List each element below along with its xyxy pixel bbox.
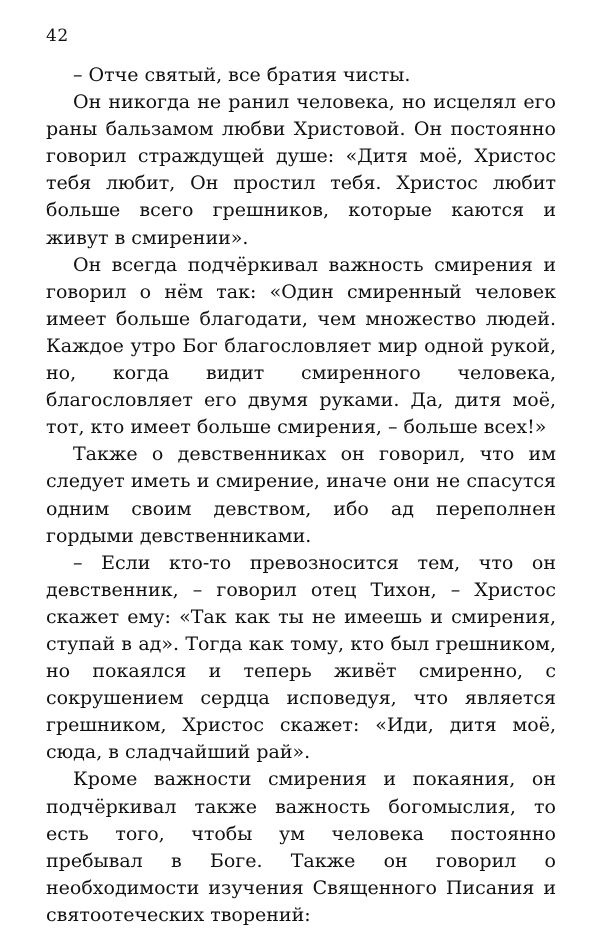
body-text (46, 62, 556, 929)
paragraph: Он никогда не ранил человека, но исцелял его раны бальзамом любви Христовой. Он постоянно говорил страждущей душе: «Дитя моё, Христос тебя любит, Он простил тебя. Христос любит больше всего грешников, которые каются и живут в смирении». (46, 91, 556, 249)
paragraph: – Если кто-то превозносится тем, что он девственник, – говорил отец Тихон, – Христос скажет ему: «Так как ты не имеешь и смирения, ступай в ад». Тогда как тому, кто был грешником, но покаялся и теперь живёт смиренно, с сокрушением сердца исповедуя, что является грешником, Христос скажет: «Иди, дитя моё, сюда, в сладчайший рай». (46, 551, 556, 764)
paragraph: – Отче святый, все братия чисты. (73, 64, 411, 86)
paragraph: Также о девственниках он говорил, что им следует иметь и смирение, иначе они не спасутся одним своим девством, ибо ад переполнен гордыми девственниками. (46, 443, 556, 547)
page-number: 42 (46, 26, 69, 46)
paragraph: Он всегда подчёркивал важность смирения и говорил о нём так: «Один смиренный человек имеет больше благодати, чем множество людей. Каждое утро Бог благословляет мир одной рукой, но, когда видит смиренного человека, благословляет его двумя руками. Да, дитя моё, тот, кто имеет больше смирения, – больше всех!» (46, 253, 556, 439)
paragraph: Кроме важности смирения и покаяния, он подчёркивал также важность богомыслия, то есть того, чтобы ум человека постоянно пребывал в Боге. Также он говорил о необходимости изучения Священного Писания и святоотеческих творений: (46, 768, 556, 926)
